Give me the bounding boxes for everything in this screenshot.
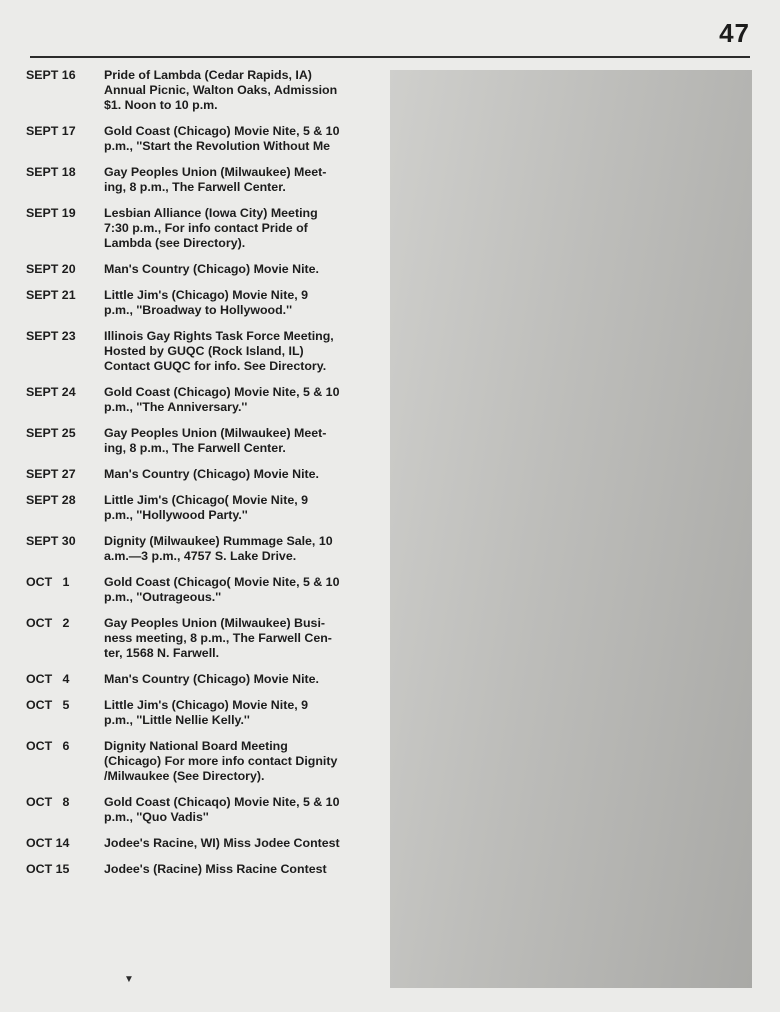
event-item (26, 862, 366, 877)
event-item (26, 206, 366, 251)
event-item (26, 385, 366, 415)
event-item (26, 467, 366, 482)
event-item (26, 795, 366, 825)
event-description: Gay Peoples Union (Milwaukee) Busi- ness meeting, 8 p.m., The Farwell Cen- ter, 1568 N. Farwell. (104, 616, 332, 660)
event-item (26, 165, 366, 195)
event-date: SEPT 18 (26, 165, 76, 179)
event-item (26, 124, 366, 154)
event-item (26, 329, 366, 374)
event-item (26, 288, 366, 318)
event-item (26, 493, 366, 523)
event-description: Dignity (Milwaukee) Rummage Sale, 10 a.m.—3 p.m., 4757 S. Lake Drive. (104, 534, 333, 563)
page-number: 47 (719, 18, 750, 48)
event-date: OCT 8 (26, 795, 70, 809)
event-description: Gay Peoples Union (Milwaukee) Meet- ing, 8 p.m., The Farwell Center. (104, 165, 327, 194)
event-description: Pride of Lambda (Cedar Rapids, IA) Annual Picnic, Walton Oaks, Admission $1. Noon to 10 p.m. (104, 68, 338, 112)
event-description: Gay Peoples Union (Milwaukee) Meet- ing, 8 p.m., The Farwell Center. (104, 426, 327, 455)
event-item (26, 836, 366, 851)
header-rule (30, 56, 750, 58)
event-description: Little Jim's (Chicago( Movie Nite, 9 p.m., ''Hollywood Party.'' (104, 493, 308, 522)
event-date: SEPT 17 (26, 124, 76, 138)
events-calendar (26, 66, 366, 877)
event-date: OCT 15 (26, 862, 70, 876)
event-description: Little Jim's (Chicago) Movie Nite, 9 p.m., ''Broadway to Hollywood.'' (104, 288, 308, 317)
event-description: Illinois Gay Rights Task Force Meeting, Hosted by GUQC (Rock Island, IL) Contact GUQC for info. See Directory. (104, 329, 334, 373)
event-date: SEPT 23 (26, 329, 76, 343)
event-date: SEPT 21 (26, 288, 76, 302)
photo (390, 70, 752, 988)
event-item (26, 739, 366, 784)
event-description: Little Jim's (Chicago) Movie Nite, 9 p.m., ''Little Nellie Kelly.'' (104, 698, 308, 727)
event-date: OCT 2 (26, 616, 70, 630)
event-item (26, 534, 366, 564)
event-description: Gold Coast (Chicago( Movie Nite, 5 & 10 p.m., ''Outrageous.'' (104, 575, 340, 604)
event-description: Jodee's Racine, WI) Miss Jodee Contest (104, 836, 340, 850)
event-date: SEPT 30 (26, 534, 76, 548)
event-description: Lesbian Alliance (Iowa City) Meeting 7:30 p.m., For info contact Pride of Lambda (see Directory). (104, 206, 318, 250)
event-description: Man's Country (Chicago) Movie Nite. (104, 467, 319, 481)
event-date: SEPT 28 (26, 493, 76, 507)
event-item (26, 426, 366, 456)
event-date: SEPT 19 (26, 206, 76, 220)
down-arrow-icon: ▼ (124, 974, 134, 985)
event-description: Man's Country (Chicago) Movie Nite. (104, 262, 319, 276)
event-date: OCT 6 (26, 739, 70, 753)
event-date: OCT 1 (26, 575, 70, 589)
event-description: Gold Coast (Chicago) Movie Nite, 5 & 10 p.m., ''Start the Revolution Without Me (104, 124, 340, 153)
event-date: OCT 5 (26, 698, 70, 712)
event-description: Jodee's (Racine) Miss Racine Contest (104, 862, 327, 876)
event-date: SEPT 24 (26, 385, 76, 399)
event-date: OCT 14 (26, 836, 70, 850)
event-date: OCT 4 (26, 672, 70, 686)
event-date: SEPT 27 (26, 467, 76, 481)
event-item (26, 575, 366, 605)
event-description: Man's Country (Chicago) Movie Nite. (104, 672, 319, 686)
event-description: Dignity National Board Meeting (Chicago) For more info contact Dignity /Milwaukee (See Directory). (104, 739, 338, 783)
event-item (26, 68, 366, 113)
event-item (26, 262, 366, 277)
event-item (26, 616, 366, 661)
event-item (26, 698, 366, 728)
event-description: Gold Coast (Chicago) Movie Nite, 5 & 10 p.m., ''The Anniversary.'' (104, 385, 340, 414)
event-date: SEPT 16 (26, 68, 76, 82)
event-date: SEPT 25 (26, 426, 76, 440)
event-description: Gold Coast (Chicaqo) Movie Nite, 5 & 10 p.m., ''Quo Vadis'' (104, 795, 340, 824)
event-item (26, 672, 366, 687)
event-date: SEPT 20 (26, 262, 76, 276)
